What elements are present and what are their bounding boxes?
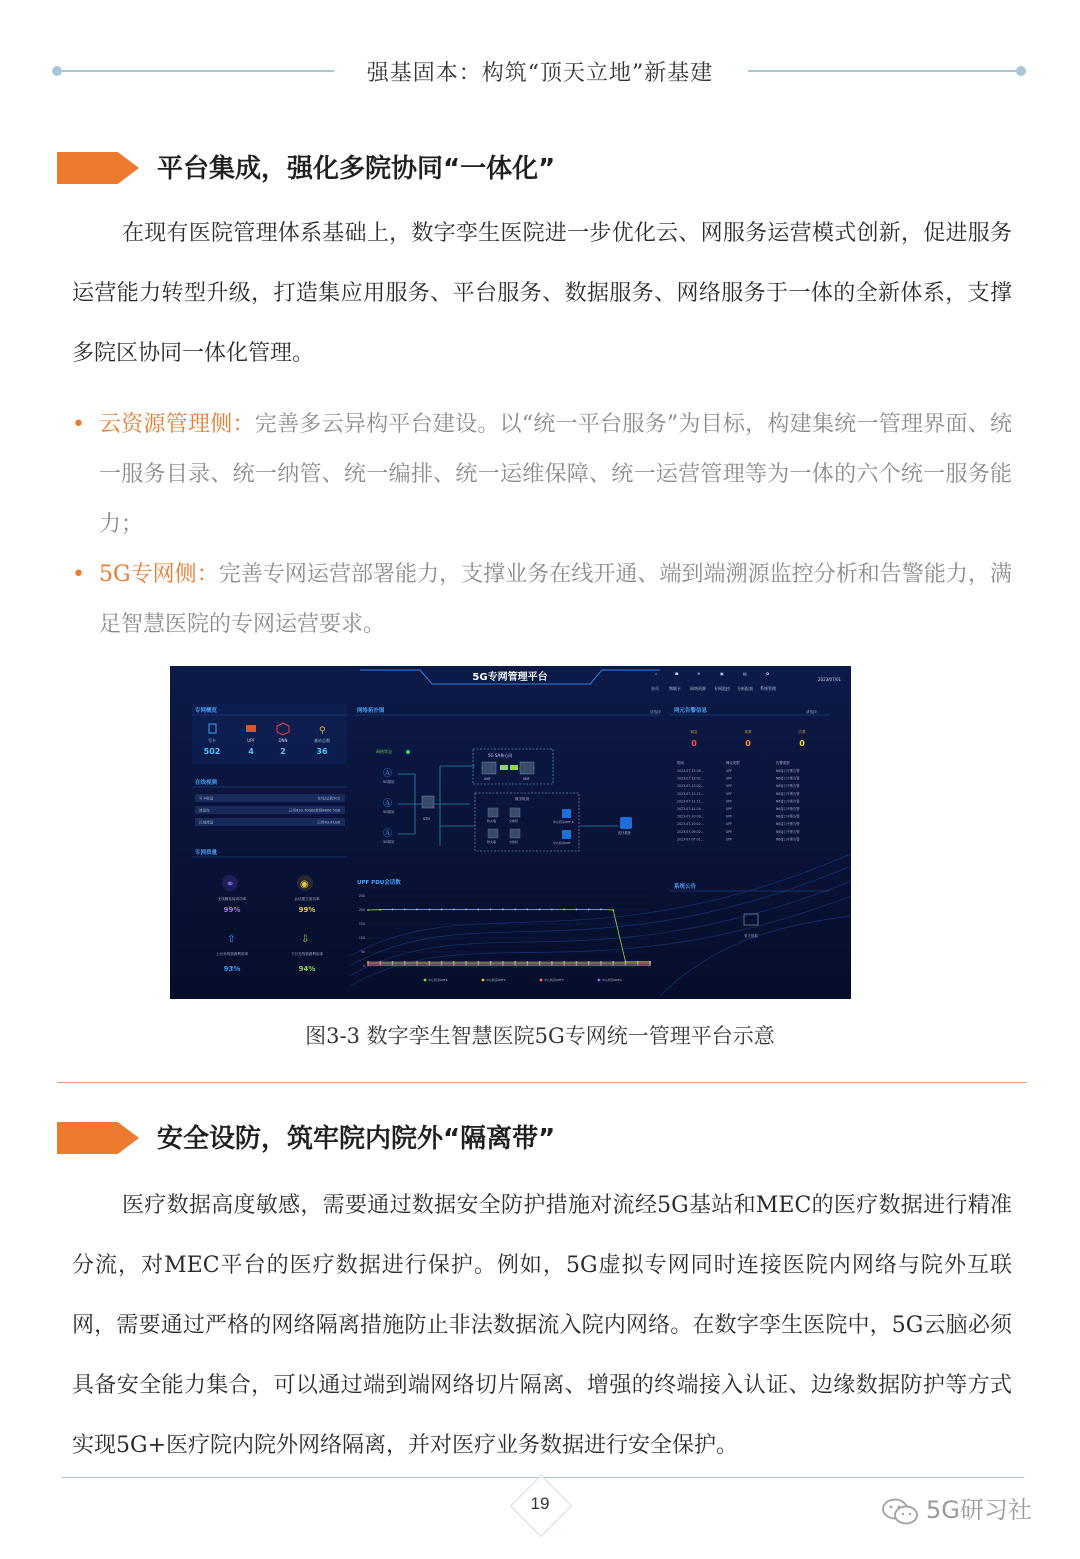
stat-label: DNN [278,738,288,743]
signal-icon: ◉ [300,879,309,890]
data-point [600,909,602,911]
upf-label: 中心机房UPF-1 [553,820,574,824]
section-divider [57,1082,1027,1083]
alarm-level-value: 0 [799,739,805,748]
data-point [625,961,627,963]
alarm-header: 时间 [677,761,684,765]
bullet-dot-icon: • [72,562,85,587]
alarm-cell: UPF [726,769,733,773]
status-indicator [406,750,410,754]
data-point [453,909,455,911]
data-point [404,961,406,963]
nav-monitor-icon[interactable]: ▣ [720,671,724,676]
upf-label: 中心机房UPF [553,841,571,845]
data-point [612,961,614,963]
upf-node-icon [562,809,571,818]
info-key: 区域流量 [199,820,214,825]
alarm-cell: UPF [726,791,733,796]
data-point [514,961,516,963]
page-number: 19 [530,1494,550,1513]
bullet-list [72,400,1012,650]
data-point [612,964,614,966]
alarm-cell: 2023-07-13 08... [677,769,704,773]
upf-icon [246,725,256,732]
header-title: 强基固本：构筑“顶天立地”新基建 [366,61,714,86]
alarm-cell: 2023-07-11 04... [677,807,704,811]
alarm-cell: N6接口中断告警 [776,799,800,804]
data-point [441,961,443,963]
section-paragraph: 医疗数据高度敏感，需要通过数据安全防护措施对流经5G基站和MEC的医疗数据进行精准分流，对MEC平台的医疗数据进行保护。例如，5G虚拟专网同时连接医院内网络与院外互联网，需要通过严格的网络隔离措施防止非法数据流入院内网络。在数字孪生医院中，5G云脑必须具备安全能力集合，可以通过端到端网络切片隔离、增强的终端接入认证、边缘数据防护等方式实现5G+医疗院内院外网络隔离，并对医疗业务数据进行安全保护。 [72,1193,1012,1458]
antenna-icon: Ⓐ [383,799,393,809]
quality-value: 94% [298,965,316,973]
y-tick-label: 100 [358,936,365,940]
device-label: 交换机 [509,819,519,823]
alarm-cell: N6接口中断告警 [776,784,800,789]
alarm-cell: UPF [726,784,733,789]
link-icon: ⚭ [226,879,235,890]
nav-resource-icon[interactable]: ≋ [697,671,701,676]
y-tick-label: 0 [362,964,365,968]
data-point [612,909,614,911]
data-point [588,961,590,963]
upload-icon: ⇧ [227,934,236,945]
switch-icon [510,808,520,817]
gnb-label: 5G基站 [383,840,395,844]
legend-swatch [540,979,543,982]
y-tick-label: 250 [358,894,365,898]
chart-title: UPF PDU会话数 [357,880,401,886]
smf-label: SMF [523,777,530,781]
quality-value: 99% [298,906,316,914]
antenna-icon: ⚲ [319,726,326,736]
stat-label: 号卡 [208,738,216,743]
nav-home-icon[interactable]: ⌂ [655,671,658,676]
quality-label: 上行无线资源利用率 [215,952,249,956]
alarm-cell: N6接口中断告警 [776,837,800,842]
wechat-icon [880,1496,920,1526]
bullet-text: 完善专网运营部署能力，支撑业务在线开通、端到端溯源监控分析和告警能力，满足智慧医院的专网运营要求。 [99,562,1012,637]
stat-value: 36 [316,747,328,756]
nav-item[interactable]: 系统管理 [760,686,776,691]
amf-icon [482,762,496,774]
data-point [416,964,418,966]
nav-settings-icon[interactable]: ✿ [766,671,770,676]
data-point [441,964,443,966]
data-point [539,961,541,963]
topology-select[interactable]: 请选择 [650,710,661,714]
alarm-level-value: 0 [691,739,697,748]
device-label: 防火墙 [487,840,497,844]
network-status-label: 网络状态 [376,749,392,754]
device-label: 交换机 [509,840,519,844]
alarm-cell: 2023-07-09 02... [677,829,704,834]
data-point [551,909,553,911]
data-point [367,909,369,911]
alarm-cell: UPF [726,776,733,781]
data-point [379,961,381,963]
data-point [600,961,602,963]
nav-report-icon[interactable]: ▤ [743,671,747,676]
alarm-cell: 2023-07-07 01... [677,837,704,842]
data-point [563,964,565,966]
data-point [404,909,406,911]
info-key: 号卡数量 [199,796,214,801]
alarm-cell: N6接口中断告警 [776,829,800,834]
nav-item[interactable]: 物联卡 [669,686,681,691]
data-point [428,909,430,911]
data-point [453,964,455,966]
page-header [0,52,1080,92]
data-point [576,909,578,911]
legend-swatch [598,979,601,982]
alarm-select[interactable]: 请选择 [806,710,817,714]
gnb-label: 5G基站 [383,810,395,814]
nav-item[interactable]: 首页 [651,686,659,691]
nav-card-icon[interactable]: ☗ [675,671,679,676]
data-point [551,961,553,963]
y-tick-label: 150 [358,922,365,926]
device-label: 防火墙 [487,819,497,823]
firewall-icon [488,829,498,838]
bullet-label: 5G专网侧： [99,562,219,587]
alarm-cell: 2023-07-13 02... [677,784,704,789]
data-point [539,964,541,966]
data-point [526,909,528,911]
data-point [649,961,651,963]
data-point [563,961,565,963]
alarm-level-label: 次要 [798,730,806,734]
stat-label: UPF [247,738,255,743]
quality-value: 93% [223,965,241,973]
bullet-item [72,550,1012,650]
alarm-cell: N6接口中断告警 [776,769,800,773]
alarm-cell: N6接口中断告警 [776,822,800,827]
alarm-cell: UPF [726,837,733,842]
bullet-dot-icon: • [72,412,85,437]
stn-label: STN [423,817,430,821]
data-point [465,964,467,966]
quality-label: 下行无线资源利用率 [290,952,324,956]
antenna-icon: Ⓐ [383,829,393,839]
data-point [477,909,479,911]
data-point [367,961,369,963]
panel-title: 在线视频 [195,780,218,786]
y-tick-label: 50 [360,950,365,954]
data-point [563,909,565,911]
alarm-cell: 2023-07-11 11... [677,799,704,804]
panel-title: 系统公告 [674,884,697,890]
data-point [416,961,418,963]
data-point [637,961,639,963]
panel-title: 专网概览 [195,708,218,714]
data-point [428,964,430,966]
data-point [514,964,516,966]
panel-title: 网络拓扑图 [357,708,385,714]
data-point [526,964,528,966]
upf-node-icon [562,830,571,839]
mec-room-label: 数字机房 [515,797,530,801]
alarm-cell: 2023-07-12 11... [677,791,704,796]
legend-swatch [482,979,485,982]
stat-value: 502 [203,747,221,756]
data-point [514,909,516,911]
data-point [600,964,602,966]
data-point [551,964,553,966]
data-point [453,961,455,963]
alarm-cell: UPF [726,799,733,804]
alarm-level-value: 0 [745,739,751,748]
panel-title: 网元告警信息 [674,708,708,714]
data-point [392,961,394,963]
data-point [477,961,479,963]
nav-item[interactable]: 分析报表 [737,686,753,691]
link-badge [500,765,508,770]
data-point [379,909,381,911]
amf-label: AMF [484,777,491,781]
y-tick-label: 200 [358,908,365,912]
app-server-icon [620,817,632,829]
alarm-cell: 2023-07-13 02... [677,776,704,781]
alarm-cell: N6接口中断告警 [776,791,800,796]
gnb-label: 5G基站 [383,780,395,784]
stat-label: 基站总数 [314,738,330,743]
legend-label: 中心机房UPF3 [544,978,564,983]
figure-caption: 图3-3 数字孪生智慧医院5G专网统一管理平台示意 [305,1024,775,1048]
data-point [588,909,590,911]
panel-title: 专网质量 [195,850,218,856]
section-title: 安全设防，筑牢院内院外“隔离带” [157,1124,556,1154]
alarm-cell: N6接口中断告警 [776,807,800,811]
antenna-icon: Ⓐ [383,769,393,779]
nav-item[interactable]: 专网监控 [714,686,730,691]
stat-value: 4 [248,747,254,756]
data-point [392,964,394,966]
alarm-level-label: 紧急 [690,730,698,734]
smf-icon [520,762,534,774]
data-point [416,909,418,911]
dashboard-screenshot [170,666,851,999]
alarm-cell: N6接口中断告警 [776,814,800,819]
alarm-cell: UPF [726,822,733,827]
section-paragraph: 在现有医院管理体系基础上，数字孪生医院进一步优化云、网服务运营模式创新，促进服务运营能力转型升级，打造集应用服务、平台服务、数据服务、网络服务于一体的全新体系，支撑多院区协同一体化管理。 [72,221,1012,366]
data-point [502,909,504,911]
data-point [625,964,627,966]
empty-notice-text: 暂无数据 [744,934,758,938]
alarm-cell: 2023-07-10 02... [677,822,704,827]
stat-value: 2 [280,747,286,756]
dashboard-title: 5G专网管理平台 [472,672,548,683]
data-point [465,961,467,963]
bullet-item [72,400,1012,550]
info-value: 已用43.41GB [317,820,340,825]
nav-item[interactable]: 网络资源 [690,686,706,691]
bullet-label: 云资源管理侧： [99,412,255,437]
data-point [477,964,479,966]
alarm-cell: 2023-07-10 09... [677,814,704,819]
info-key: 流量包 [199,808,210,813]
clock-text: 2023/07/01 [818,677,842,682]
data-point [649,964,651,966]
data-point [490,964,492,966]
heading-arrow-icon [57,1122,139,1154]
section-title: 平台集成，强化多院协同“一体化” [157,154,556,184]
data-point [588,964,590,966]
heading-arrow-icon [57,152,139,184]
quality-label: 会话建立成功率 [294,897,320,901]
data-point [576,964,578,966]
header-rule-right [748,70,1016,72]
download-icon: ⇩ [301,934,310,945]
data-point [490,909,492,911]
data-point [502,961,504,963]
data-point [428,961,430,963]
link-badge [510,765,518,770]
data-point [465,909,467,911]
data-point [490,961,492,963]
data-point [637,964,639,966]
info-value: 在线/总数502 [317,796,340,801]
alarm-header: 告警类型 [776,761,790,765]
data-point [441,909,443,911]
firewall-icon [488,808,498,817]
alarm-header: 网元类型 [726,761,740,765]
alarm-cell: UPF [726,807,733,811]
overview-panel [192,704,347,764]
data-point [392,909,394,911]
alarm-cell: N6接口中断告警 [776,776,800,781]
legend-label: 中心机房UPF1 [428,978,448,983]
data-point [502,964,504,966]
data-point [379,964,381,966]
quality-value: 99% [223,906,241,914]
watermark [880,1490,1032,1526]
bullet-text: 完善多云异构平台建设。以“统一平台服务”为目标，构建集统一管理界面、统一服务目录、统一纳管、统一编排、统一运维保障、统一运营管理等为一体的六个统一服务能力； [99,412,1012,537]
header-dot-right [1016,66,1026,76]
watermark-text: 5G研习社 [926,1496,1032,1524]
alarm-cell: UPF [726,814,733,819]
stn-router-icon [422,796,434,808]
quality-label: 无线侧连接成功率 [217,897,247,901]
core-network-label: 5G SA核心网 [488,753,513,758]
data-point [404,964,406,966]
data-point [576,961,578,963]
app-label: 医疗系统 [618,831,631,835]
data-point [539,909,541,911]
legend-label: 中心机房UPF4 [602,978,622,983]
alarm-cell: UPF [726,829,733,834]
info-value: 已用410.70GB/套餐4800.5GB [288,808,340,813]
legend-swatch [424,979,427,982]
legend-label: 中心机房UPF2 [486,978,506,983]
alarm-level-label: 重要 [744,730,752,734]
data-point [367,964,369,966]
data-point [526,961,528,963]
switch-icon [510,829,520,838]
